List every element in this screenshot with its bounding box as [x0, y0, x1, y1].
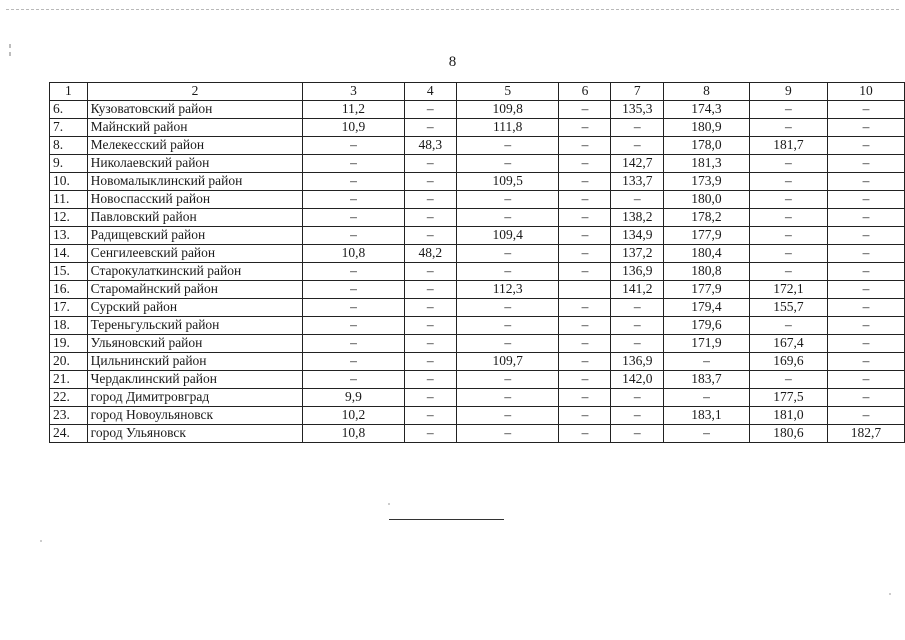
value-cell: –: [611, 137, 664, 155]
value-cell: –: [404, 281, 456, 299]
value-cell: –: [827, 209, 904, 227]
row-number-cell: 8.: [50, 137, 88, 155]
table-row: [50, 353, 905, 371]
value-cell: 141,2: [611, 281, 664, 299]
value-cell: –: [827, 173, 904, 191]
value-cell: –: [611, 389, 664, 407]
value-cell: –: [457, 191, 559, 209]
value-cell: 183,1: [664, 407, 750, 425]
value-cell: –: [559, 389, 611, 407]
value-cell: –: [457, 137, 559, 155]
value-cell: –: [559, 119, 611, 137]
value-cell: 180,0: [664, 191, 750, 209]
row-number-cell: 14.: [50, 245, 88, 263]
value-cell: –: [457, 389, 559, 407]
value-cell: 180,4: [664, 245, 750, 263]
value-cell: –: [827, 389, 904, 407]
header-cell-col-1: 1: [50, 83, 88, 101]
value-cell: –: [827, 281, 904, 299]
value-cell: –: [664, 425, 750, 443]
header-cell-col-2: 2: [87, 83, 303, 101]
value-cell: –: [827, 227, 904, 245]
value-cell: 142,7: [611, 155, 664, 173]
value-cell: –: [827, 101, 904, 119]
value-cell: 10,2: [303, 407, 404, 425]
value-cell: –: [303, 299, 404, 317]
value-cell: –: [404, 101, 456, 119]
value-cell: –: [457, 317, 559, 335]
value-cell: –: [559, 155, 611, 173]
value-cell: –: [827, 155, 904, 173]
district-name-cell: Тереньгульский район: [87, 317, 303, 335]
district-name-cell: Новомалыклинский район: [87, 173, 303, 191]
value-cell: 179,6: [664, 317, 750, 335]
header-cell-col-5: 5: [457, 83, 559, 101]
value-cell: –: [404, 173, 456, 191]
value-cell: –: [749, 155, 827, 173]
row-number-cell: 18.: [50, 317, 88, 335]
row-number-cell: 23.: [50, 407, 88, 425]
district-name-cell: город Новоульяновск: [87, 407, 303, 425]
value-cell: –: [749, 191, 827, 209]
value-cell: 109,5: [457, 173, 559, 191]
value-cell: –: [827, 407, 904, 425]
value-cell: 133,7: [611, 173, 664, 191]
district-name-cell: Ульяновский район: [87, 335, 303, 353]
value-cell: 136,9: [611, 263, 664, 281]
value-cell: 180,9: [664, 119, 750, 137]
value-cell: –: [611, 191, 664, 209]
value-cell: –: [827, 245, 904, 263]
value-cell: 167,4: [749, 335, 827, 353]
value-cell: –: [404, 191, 456, 209]
value-cell: –: [559, 173, 611, 191]
row-number-cell: 20.: [50, 353, 88, 371]
value-cell: 182,7: [827, 425, 904, 443]
row-number-cell: 7.: [50, 119, 88, 137]
value-cell: –: [457, 299, 559, 317]
district-name-cell: Сурский район: [87, 299, 303, 317]
value-cell: –: [457, 209, 559, 227]
value-cell: –: [559, 353, 611, 371]
value-cell: 135,3: [611, 101, 664, 119]
value-cell: 11,2: [303, 101, 404, 119]
value-cell: –: [303, 335, 404, 353]
value-cell: –: [404, 389, 456, 407]
header-cell-col-7: 7: [611, 83, 664, 101]
value-cell: –: [303, 227, 404, 245]
value-cell: –: [404, 335, 456, 353]
value-cell: 177,9: [664, 281, 750, 299]
value-cell: 155,7: [749, 299, 827, 317]
row-number-cell: 13.: [50, 227, 88, 245]
value-cell: 109,4: [457, 227, 559, 245]
value-cell: 109,8: [457, 101, 559, 119]
value-cell: 10,9: [303, 119, 404, 137]
value-cell: –: [303, 371, 404, 389]
value-cell: –: [457, 407, 559, 425]
value-cell: 169,6: [749, 353, 827, 371]
district-name-cell: Старомайнский район: [87, 281, 303, 299]
row-number-cell: 24.: [50, 425, 88, 443]
value-cell: –: [303, 317, 404, 335]
table-row: [50, 173, 905, 191]
table-row: [50, 245, 905, 263]
value-cell: –: [559, 425, 611, 443]
header-row: [50, 83, 905, 101]
value-cell: 181,3: [664, 155, 750, 173]
value-cell: 138,2: [611, 209, 664, 227]
value-cell: –: [827, 299, 904, 317]
value-cell: 172,1: [749, 281, 827, 299]
value-cell: –: [559, 245, 611, 263]
value-cell: –: [303, 281, 404, 299]
district-name-cell: Мелекесский район: [87, 137, 303, 155]
value-cell: –: [457, 155, 559, 173]
table-row: [50, 389, 905, 407]
value-cell: –: [303, 155, 404, 173]
value-cell: 136,9: [611, 353, 664, 371]
data-table: [49, 82, 905, 443]
row-number-cell: 17.: [50, 299, 88, 317]
header-cell-col-4: 4: [404, 83, 456, 101]
value-cell: 109,7: [457, 353, 559, 371]
value-cell: 48,2: [404, 245, 456, 263]
value-cell: –: [559, 101, 611, 119]
table-row: [50, 371, 905, 389]
value-cell: –: [611, 119, 664, 137]
value-cell: –: [559, 371, 611, 389]
district-name-cell: Чердаклинский район: [87, 371, 303, 389]
row-number-cell: 12.: [50, 209, 88, 227]
value-cell: –: [827, 335, 904, 353]
district-name-cell: город Ульяновск: [87, 425, 303, 443]
value-cell: –: [749, 209, 827, 227]
value-cell: 10,8: [303, 425, 404, 443]
row-number-cell: 15.: [50, 263, 88, 281]
value-cell: –: [404, 119, 456, 137]
district-name-cell: Кузоватовский район: [87, 101, 303, 119]
table-row: [50, 209, 905, 227]
binding-mark: [9, 44, 11, 48]
value-cell: –: [611, 407, 664, 425]
value-cell: 9,9: [303, 389, 404, 407]
value-cell: –: [749, 227, 827, 245]
row-number-cell: 16.: [50, 281, 88, 299]
table-row: [50, 191, 905, 209]
value-cell: –: [749, 317, 827, 335]
value-cell: –: [404, 299, 456, 317]
row-number-cell: 10.: [50, 173, 88, 191]
scan-speck: [388, 503, 390, 505]
value-cell: –: [559, 227, 611, 245]
value-cell: 142,0: [611, 371, 664, 389]
value-cell: –: [611, 299, 664, 317]
value-cell: –: [404, 371, 456, 389]
value-cell: –: [303, 191, 404, 209]
value-cell: –: [457, 425, 559, 443]
value-cell: –: [404, 227, 456, 245]
value-cell: 177,9: [664, 227, 750, 245]
table-row: [50, 119, 905, 137]
value-cell: 10,8: [303, 245, 404, 263]
top-dashed-rule: [6, 9, 899, 10]
value-cell: 171,9: [664, 335, 750, 353]
value-cell: –: [559, 317, 611, 335]
table-row: [50, 425, 905, 443]
value-cell: 111,8: [457, 119, 559, 137]
value-cell: –: [749, 371, 827, 389]
value-cell: 137,2: [611, 245, 664, 263]
district-name-cell: Сенгилеевский район: [87, 245, 303, 263]
value-cell: –: [611, 317, 664, 335]
closing-rule: [389, 519, 504, 520]
value-cell: –: [559, 335, 611, 353]
value-cell: –: [749, 101, 827, 119]
value-cell: 177,5: [749, 389, 827, 407]
value-cell: –: [827, 191, 904, 209]
value-cell: –: [611, 425, 664, 443]
value-cell: –: [457, 371, 559, 389]
value-cell: –: [827, 263, 904, 281]
row-number-cell: 11.: [50, 191, 88, 209]
value-cell: –: [559, 209, 611, 227]
value-cell: –: [303, 173, 404, 191]
value-cell: –: [303, 263, 404, 281]
table-row: [50, 299, 905, 317]
value-cell: 180,8: [664, 263, 750, 281]
value-cell: –: [749, 119, 827, 137]
table-row: [50, 281, 905, 299]
value-cell: –: [457, 335, 559, 353]
value-cell: –: [664, 389, 750, 407]
district-name-cell: Николаевский район: [87, 155, 303, 173]
page-number: 8: [448, 54, 457, 70]
value-cell: –: [559, 191, 611, 209]
value-cell: 173,9: [664, 173, 750, 191]
value-cell: 112,3: [457, 281, 559, 299]
table-row: [50, 317, 905, 335]
header-cell-col-6: 6: [559, 83, 611, 101]
header-cell-col-9: 9: [749, 83, 827, 101]
header-cell-col-3: 3: [303, 83, 404, 101]
value-cell: –: [827, 317, 904, 335]
value-cell: –: [457, 245, 559, 263]
row-number-cell: 19.: [50, 335, 88, 353]
value-cell: 178,0: [664, 137, 750, 155]
table-row: [50, 227, 905, 245]
row-number-cell: 21.: [50, 371, 88, 389]
value-cell: –: [611, 335, 664, 353]
value-cell: –: [404, 425, 456, 443]
table-row: [50, 407, 905, 425]
scan-speck: [889, 593, 891, 595]
value-cell: 180,6: [749, 425, 827, 443]
value-cell: –: [749, 173, 827, 191]
value-cell: –: [749, 245, 827, 263]
value-cell: –: [303, 137, 404, 155]
value-cell: –: [404, 353, 456, 371]
value-cell: –: [827, 137, 904, 155]
value-cell: –: [827, 119, 904, 137]
district-name-cell: Старокулаткинский район: [87, 263, 303, 281]
district-name-cell: Радищевский район: [87, 227, 303, 245]
row-number-cell: 22.: [50, 389, 88, 407]
table-row: [50, 335, 905, 353]
value-cell: 48,3: [404, 137, 456, 155]
value-cell: –: [404, 263, 456, 281]
value-cell: –: [664, 353, 750, 371]
table-row: [50, 155, 905, 173]
row-number-cell: 9.: [50, 155, 88, 173]
district-name-cell: Новоспасский район: [87, 191, 303, 209]
value-cell: 181,0: [749, 407, 827, 425]
header-cell-col-8: 8: [664, 83, 750, 101]
header-cell-col-10: 10: [827, 83, 904, 101]
value-cell: –: [457, 263, 559, 281]
table-row: [50, 263, 905, 281]
value-cell: –: [404, 209, 456, 227]
value-cell: 178,2: [664, 209, 750, 227]
value-cell: –: [303, 209, 404, 227]
value-cell: 179,4: [664, 299, 750, 317]
value-cell: –: [559, 137, 611, 155]
value-cell: 183,7: [664, 371, 750, 389]
district-name-cell: Павловский район: [87, 209, 303, 227]
value-cell: 134,9: [611, 227, 664, 245]
value-cell: –: [559, 263, 611, 281]
value-cell: –: [404, 407, 456, 425]
value-cell: –: [404, 317, 456, 335]
table-row: [50, 137, 905, 155]
value-cell: –: [749, 263, 827, 281]
scan-speck: [40, 540, 42, 542]
table-row: [50, 101, 905, 119]
district-name-cell: город Димитровград: [87, 389, 303, 407]
district-name-cell: Майнский район: [87, 119, 303, 137]
value-cell: 174,3: [664, 101, 750, 119]
value-cell: –: [404, 155, 456, 173]
district-name-cell: Цильнинский район: [87, 353, 303, 371]
value-cell: –: [303, 353, 404, 371]
value-cell: –: [827, 371, 904, 389]
value-cell: –: [827, 353, 904, 371]
value-cell: 181,7: [749, 137, 827, 155]
value-cell: –: [559, 407, 611, 425]
value-cell: [559, 281, 611, 299]
value-cell: –: [559, 299, 611, 317]
row-number-cell: 6.: [50, 101, 88, 119]
